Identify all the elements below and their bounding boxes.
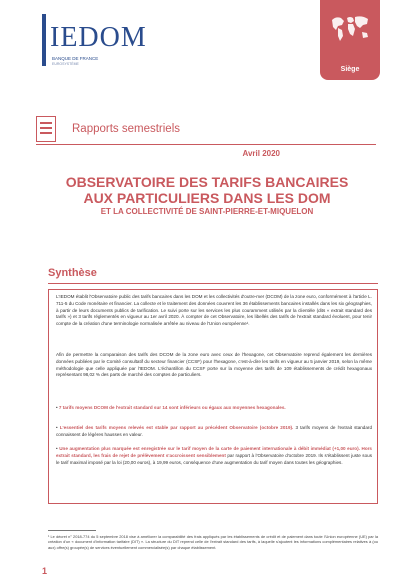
world-map-icon <box>328 10 372 44</box>
report-date: Avril 2020 <box>242 149 280 158</box>
document-icon <box>36 116 56 142</box>
page-title-line1: OBSERVATOIRE DES TARIFS BANCAIRES <box>65 174 349 190</box>
bullet-text: 3 tarifs moyens de l'extrait standard connaissent de légères hausses en valeur. <box>56 425 372 437</box>
paragraph: L'IEDOM établit l'Observatoire public des tarifs bancaires dans les DOM et les collectivités d'outre-mer (DCOM) de la zone euro, conformément à l'article L. 711-5 du Code monétaire et financier. La collecte et le traitement des données couvrent les 36 établissements bancaires installés dans les six géographies, à partir de leurs documents publics de tarification. Le suivi porte sur les services les plus couramment utilisés par la clientèle (dits « extrait standard des tarifs ») et 3 tarifs réglementés en vigueur au 1er avril 2020. À compter de cet Observatoire, les libellés des tarifs de l'extrait standard évoluent, pour tenir compte de la création d'une terminologie normalisée arrêtée au niveau de l'Union européenne¹. <box>56 294 372 327</box>
bullet-bold: 7 tarifs moyens DCOM de l'extrait standard sur 14 sont inférieurs ou égaux aux moyennes hexagonales. <box>58 405 286 410</box>
iedom-logo: IEDOM <box>50 22 147 53</box>
page-subtitle: ET LA COLLECTIVITÉ DE SAINT-PIERRE-ET-MIQUELON <box>100 207 314 216</box>
divider <box>48 283 378 284</box>
divider <box>36 144 376 145</box>
footnote: ¹ Le décret n° 2018-774 du 5 septembre 2018 vise à améliorer la comparabilité des frais appliqués par les établissements de crédit et de paiement dans toute l'Union européenne (UE) par la création d'un « document d'information tarifaire (DIT) ». La structure du DIT reprend celle de l'extrait standard des tarifs, à laquelle s'ajoutent les informations complémentaires relatives à (ou aux) offre(s) groupée(s) de services éventuellement commercialisée(s) par chaque établissement. <box>48 534 378 550</box>
bullet-bold: Une augmentation plus marquée est enregistrée sur le tarif moyen de la carte de paiement internationale à débit immédiat (+1,00 euro). Hors extrait standard, les frais de rejet de prélèvement s'accroissent sensiblement <box>56 446 372 458</box>
logo-subtitle-2: EUROSYSTÈME <box>52 62 79 66</box>
list-item: • L'essentiel des tarifs moyens relevés est stable par rapport au précédent Observatoire (octobre 2019). 3 tarifs moyens de l'extrait standard connaissent de légères hausses en valeur. <box>56 425 372 437</box>
logo-subtitle: BANQUE DE FRANCE <box>52 56 99 61</box>
footnote-divider <box>48 530 96 531</box>
bullet-text: par rapport à l'Observatoire d'octobre 2019. Ils s'établissent juste sous le tarif maximal imposé par la loi (20,00 euros), à 19,99 euros, conséquence d'une augmentation du tarif moyen dans toutes les géographies. <box>56 452 372 465</box>
section-heading: Synthèse <box>48 267 97 279</box>
paragraph: Afin de permettre la comparaison des tarifs des DCOM de la zone euro avec ceux de l'hexagone, cet Observatoire reprend également les dernières données publiées par le Comité consultatif du secteur financier (CCSF) pour l'hexagone, c'est-à-dire les tarifs en vigueur au 5 janvier 2019, selon la même méthodologie que celle appliquée par l'IEDOM. L'échantillon du CCSF porte sur la moyenne des tarifs de 109 établissements de crédit hexagonaux représentant 98,02 % des parts de marché des comptes de particuliers. <box>56 352 372 378</box>
bullet-bold: L'essentiel des tarifs moyens relevés est stable par rapport au précédent Observatoire (octobre 2019). <box>59 425 294 430</box>
list-item: • Une augmentation plus marquée est enregistrée sur le tarif moyen de la carte de paiement internationale à débit immédiat (+1,00 euro). Hors extrait standard, les frais de rejet de prélèvement s'accroissent sensiblement par rapport à l'Observatoire d'octobre 2019. Ils s'établissent juste sous le tarif maximal imposé par la loi (20,00 euros), à 19,99 euros, conséquence d'une augmentation du tarif moyen dans toutes les géographies. <box>56 446 372 465</box>
badge-label: Siège <box>340 66 360 73</box>
page-title-line2: AUX PARTICULIERS DANS LES DOM <box>83 190 331 206</box>
logo-bar <box>42 14 46 66</box>
list-item: • 7 tarifs moyens DCOM de l'extrait standard sur 14 sont inférieurs ou égaux aux moyennes hexagonales. <box>56 405 286 410</box>
page-number: 1 <box>42 566 48 576</box>
report-category: Rapports semestriels <box>72 123 181 135</box>
